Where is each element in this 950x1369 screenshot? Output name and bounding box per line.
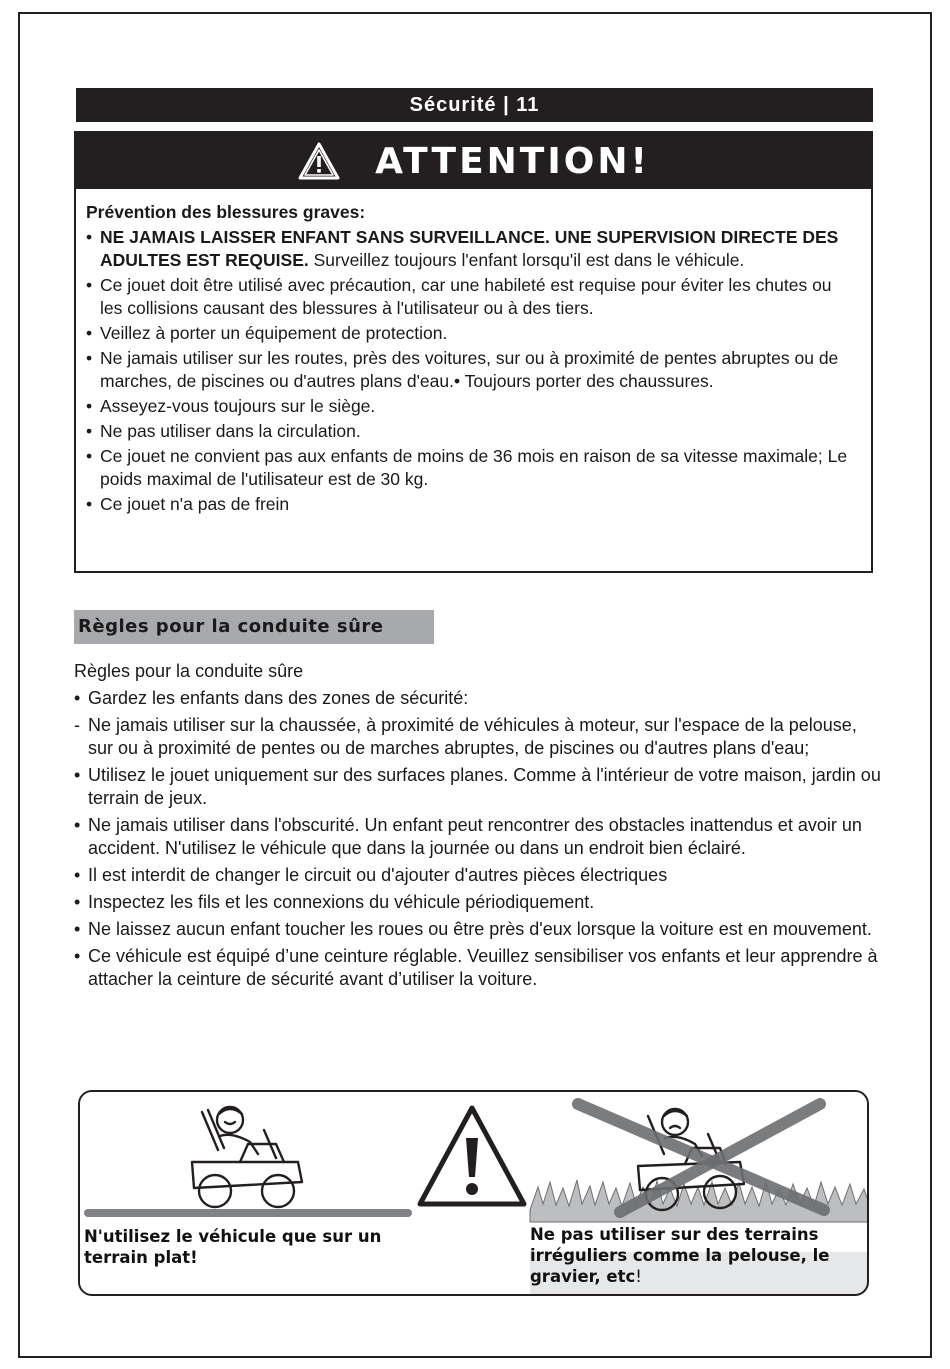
rule-item-text: Ce véhicule est équipé d’une ceinture réglable. Veuillez sensibiliser vos enfants et leur apprendre à attacher la ceinture de sécurité avant d’utiliser la voiture. — [88, 946, 878, 989]
warning-item-bold: NE JAMAIS LAISSER ENFANT SANS SURVEILLANCE. UNE SUPERVISION DIRECTE DES ADULTES EST REQUISE. — [100, 227, 839, 270]
rule-item-text: Ne laissez aucun enfant toucher les roues ou être près d'eux lorsque la voiture est en mouvement. — [88, 919, 872, 939]
section-title: Règles pour la conduite sûre — [74, 610, 434, 644]
bullet: • — [86, 275, 93, 295]
rule-item-text: Ne jamais utiliser dans l'obscurité. Un enfant peut rencontrer des obstacles inattendus et avoir un accident. N'utilisez le véhicule que dans la journée ou dans un endroit bien éclairé. — [88, 815, 862, 858]
attention-heading: ATTENTION! — [375, 140, 650, 182]
bullet: • — [74, 919, 81, 939]
bullet: • — [86, 396, 93, 416]
rule-item-text: Il est interdit de changer le circuit ou d'ajouter d'autres pièces électriques — [88, 865, 668, 885]
warning-item-text: Ce jouet ne convient pas aux enfants de moins de 36 mois en raison de sa vitesse maximale; Le poids maximal de l'utilisateur est de 30 kg. — [100, 446, 848, 489]
warning-item-text: Ne pas utiliser dans la circulation. — [100, 421, 361, 441]
warning-item — [86, 347, 857, 393]
flat-ground-line — [84, 1209, 412, 1217]
warning-item-text: Asseyez-vous toujours sur le siège. — [100, 396, 376, 416]
rule-item-text: Ne jamais utiliser sur la chaussée, à proximité de véhicules à moteur, sur l'espace de la pelouse, sur ou à proximité de pentes ou de marches abruptes, de piscines ou d'autres plans d'eau; — [88, 715, 857, 758]
right-caption-text: Ne pas utiliser sur des terrains irréguliers comme la pelouse, le gravier, etc — [530, 1225, 830, 1286]
bullet: - — [74, 715, 80, 735]
warning-list — [86, 226, 857, 516]
warning-box — [74, 131, 873, 573]
rule-item — [74, 864, 884, 887]
warning-item-text: Surveillez toujours l'enfant lorsqu'il est dans le véhicule. — [308, 250, 745, 270]
bullet: • — [86, 227, 93, 247]
warning-item — [86, 395, 857, 418]
rule-item — [74, 764, 884, 810]
rules-intro: Règles pour la conduite sûre — [74, 661, 304, 681]
illustration-box — [78, 1090, 869, 1296]
warning-item-text: Veillez à porter un équipement de protection. — [100, 323, 448, 343]
warning-item-text: Ne jamais utiliser sur les routes, près des voitures, sur ou à proximité de pentes abruptes ou de marches, de piscines ou d'autres plans d'eau.• Toujours porter des chaussures. — [100, 348, 839, 391]
rules-section — [74, 660, 884, 995]
bullet: • — [86, 348, 93, 368]
attention-bar — [76, 133, 871, 189]
warning-item — [86, 420, 857, 443]
warning-item — [86, 322, 857, 345]
warning-triangle-icon — [297, 141, 341, 181]
page-header: Sécurité | 11 — [76, 88, 873, 122]
bullet: • — [86, 421, 93, 441]
rule-item-text: Gardez les enfants dans des zones de sécurité: — [88, 688, 469, 708]
warning-item-text: Ce jouet n'a pas de frein — [100, 494, 290, 514]
warning-item — [86, 226, 857, 272]
warning-subtitle: Prévention des blessures graves: — [86, 202, 366, 222]
rule-item — [74, 945, 884, 991]
bullet: • — [74, 946, 81, 966]
warning-item-text: Ce jouet doit être utilisé avec précaution, car une habileté est requise pour éviter les chutes ou les collisions causant des blessures à l'utilisateur ou à des tiers. — [100, 275, 832, 318]
rule-item — [74, 687, 884, 710]
bullet: • — [74, 765, 81, 785]
right-caption — [530, 1224, 850, 1287]
bullet: • — [74, 815, 81, 835]
rule-item — [74, 814, 884, 860]
rule-item-text: Inspectez les fils et les connexions du véhicule périodiquement. — [88, 892, 595, 912]
bullet: • — [74, 865, 81, 885]
right-caption-end: ! — [635, 1267, 642, 1286]
warning-item — [86, 445, 857, 491]
bullet: • — [74, 688, 81, 708]
warning-item — [86, 274, 857, 320]
left-caption: N'utilisez le véhicule que sur un terrain plat! — [84, 1227, 382, 1267]
rule-item — [74, 918, 884, 941]
bullet: • — [74, 892, 81, 912]
warning-item — [86, 493, 857, 516]
rule-item — [74, 891, 884, 914]
rules-list — [74, 687, 884, 991]
bullet: • — [86, 446, 93, 466]
bullet: • — [86, 323, 93, 343]
rule-item — [74, 714, 884, 760]
bullet: • — [86, 494, 93, 514]
warning-body — [76, 189, 871, 516]
rule-item-text: Utilisez le jouet uniquement sur des surfaces planes. Comme à l'intérieur de votre maison, jardin ou terrain de jeux. — [88, 765, 881, 808]
